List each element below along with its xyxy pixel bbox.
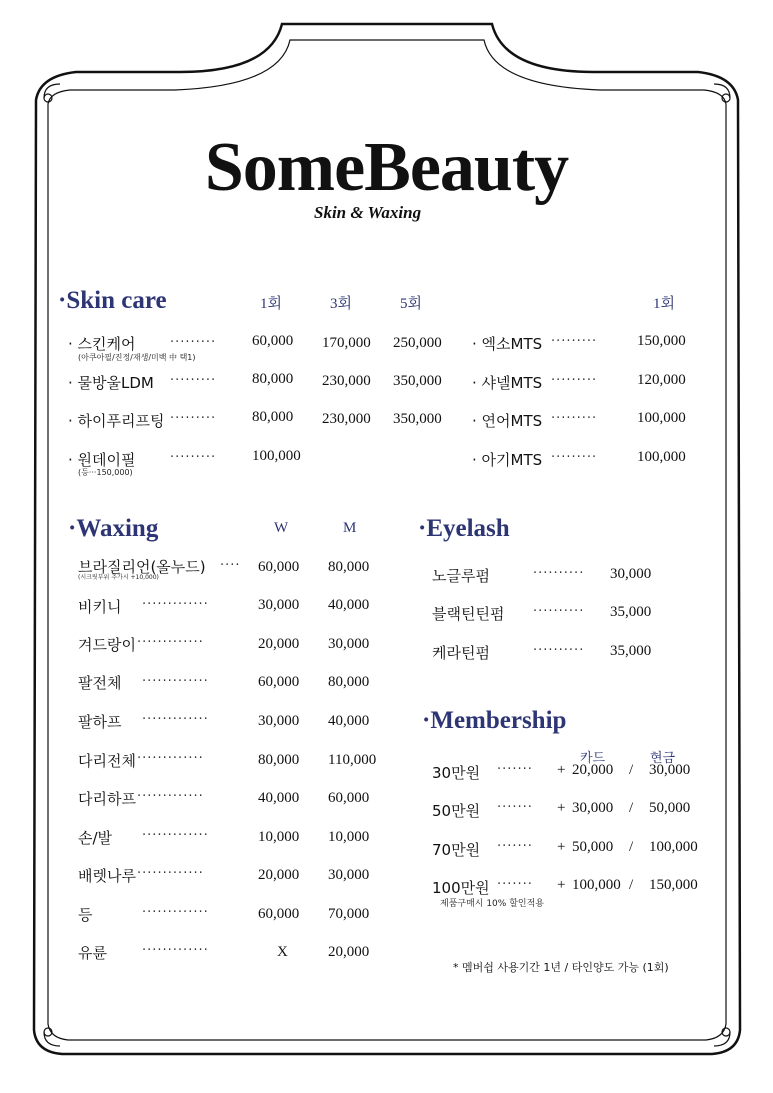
slash: /	[629, 762, 634, 778]
plus-sign: +	[557, 762, 566, 778]
price-m: 30,000	[328, 636, 370, 652]
price-w: 40,000	[258, 790, 300, 806]
price-m: 10,000	[328, 829, 370, 845]
waxing-col-m: M	[343, 520, 357, 536]
item-note: (아쿠아필/진정/재생/미백 中 택1)	[78, 353, 196, 362]
price-w: 20,000	[258, 867, 300, 883]
item-name: · 엑소MTS	[472, 335, 543, 353]
item-name: 배렛나루	[78, 867, 136, 885]
item-name: 겨드랑이	[78, 636, 136, 654]
leader-dots: ·········	[551, 411, 598, 426]
price-1: 60,000	[252, 333, 294, 349]
item-name: · 하이푸리프팅	[68, 412, 165, 430]
leader-dots: ·············	[142, 712, 209, 727]
leader-dots: ·············	[142, 674, 209, 689]
price-5: 350,000	[393, 411, 442, 427]
leader-dots: ·······	[497, 800, 533, 815]
leader-dots: ·············	[142, 828, 209, 843]
slash: /	[629, 800, 634, 816]
price-m: 60,000	[328, 790, 370, 806]
item-note: (시크릿부위 추가시 +10,000)	[78, 574, 159, 581]
membership-col-card: 카드	[580, 751, 606, 766]
price-m: 80,000	[328, 674, 370, 690]
item-name: 블랙틴틴펌	[432, 605, 505, 623]
plus-sign: +	[557, 800, 566, 816]
waxing-col-w: W	[274, 520, 289, 536]
leader-dots: ·········	[170, 373, 217, 388]
item-name: 70만원	[432, 841, 481, 859]
leader-dots: ·········	[551, 450, 598, 465]
price: 120,000	[637, 372, 686, 388]
price: 35,000	[610, 643, 652, 659]
membership-title: Membership	[430, 707, 567, 734]
slash: /	[629, 839, 634, 855]
bullet: ·	[418, 515, 427, 542]
leader-dots: ··········	[533, 643, 585, 658]
item-name: 다리하프	[78, 790, 136, 808]
price-cash: 30,000	[649, 762, 691, 778]
item-name: · 원데이필	[68, 451, 136, 469]
leader-dots: ·········	[551, 373, 598, 388]
price-3: 230,000	[322, 411, 371, 427]
membership-footnote: * 멤버쉽 사용기간 1년 / 타인양도 가능 (1회)	[453, 961, 669, 974]
leader-dots: ·············	[137, 789, 204, 804]
price-1: 100,000	[252, 448, 301, 464]
leader-dots: ·············	[137, 635, 204, 650]
price-w: 30,000	[258, 713, 300, 729]
price-w: 80,000	[258, 752, 300, 768]
leader-dots: ·······	[497, 762, 533, 777]
price-cash: 100,000	[649, 839, 698, 855]
price-card: 30,000	[572, 800, 614, 816]
price-m: 80,000	[328, 559, 370, 575]
price: 150,000	[637, 333, 686, 349]
price-m: 40,000	[328, 597, 370, 613]
price-card: 50,000	[572, 839, 614, 855]
skincare-col-right: 1회	[653, 296, 675, 312]
bullet: ·	[68, 515, 77, 542]
item-name: 브라질리언(올누드)	[78, 558, 206, 576]
price-m: 30,000	[328, 867, 370, 883]
item-name: 케라틴펌	[432, 644, 490, 662]
price-1: 80,000	[252, 371, 294, 387]
price: 100,000	[637, 449, 686, 465]
skincare-col-1: 1회	[260, 296, 282, 312]
price-3: 170,000	[322, 335, 371, 351]
price-w: 10,000	[258, 829, 300, 845]
price-w: X	[277, 944, 288, 960]
membership-col-cash: 현금	[650, 751, 676, 766]
leader-dots: ·········	[170, 335, 217, 350]
leader-dots: ·········	[551, 334, 598, 349]
price-m: 20,000	[328, 944, 370, 960]
leader-dots: ·············	[137, 751, 204, 766]
price-card: 100,000	[572, 877, 621, 893]
leader-dots: ·············	[142, 597, 209, 612]
item-name: · 스킨케어	[68, 335, 136, 353]
brand-title: SomeBeauty	[204, 129, 569, 206]
item-name: 30만원	[432, 764, 481, 782]
leader-dots: ·········	[170, 450, 217, 465]
price-cash: 150,000	[649, 877, 698, 893]
leader-dots: ·······	[497, 839, 533, 854]
price-5: 250,000	[393, 335, 442, 351]
item-name: 100만원	[432, 879, 490, 897]
bullet: ·	[422, 707, 431, 734]
bullet: ·	[58, 287, 67, 314]
item-name: · 샤넬MTS	[472, 374, 543, 392]
waxing-heading	[68, 515, 158, 543]
price-m: 40,000	[328, 713, 370, 729]
item-name: 손/발	[78, 829, 113, 847]
item-name: 다리전체	[78, 752, 136, 770]
price: 35,000	[610, 604, 652, 620]
waxing-title: Waxing	[76, 515, 159, 542]
price-w: 60,000	[258, 906, 300, 922]
leader-dots: ··········	[533, 604, 585, 619]
leader-dots: ····	[220, 558, 241, 573]
price-3: 230,000	[322, 373, 371, 389]
price: 30,000	[610, 566, 652, 582]
leader-dots: ·········	[170, 411, 217, 426]
membership-heading	[422, 707, 566, 735]
eyelash-heading	[418, 515, 510, 543]
price-w: 20,000	[258, 636, 300, 652]
price: 100,000	[637, 410, 686, 426]
membership-note: 제품구매시 10% 할인적용	[440, 899, 544, 909]
price-w: 60,000	[258, 559, 300, 575]
item-name: 비키니	[78, 598, 122, 616]
plus-sign: +	[557, 839, 566, 855]
item-name: 팔전체	[78, 674, 122, 692]
item-name: · 아기MTS	[472, 451, 543, 469]
price-w: 30,000	[258, 597, 300, 613]
leader-dots: ·············	[142, 905, 209, 920]
skincare-col-3: 3회	[330, 296, 352, 312]
item-name: 팔하프	[78, 713, 122, 731]
item-name: 유륜	[78, 944, 107, 962]
item-name: 노글루펌	[432, 567, 490, 585]
price-card: 20,000	[572, 762, 614, 778]
brand-subtitle: Skin & Waxing	[314, 203, 422, 222]
plus-sign: +	[557, 877, 566, 893]
price-1: 80,000	[252, 409, 294, 425]
skincare-heading	[58, 287, 167, 315]
price-w: 60,000	[258, 674, 300, 690]
item-note: (등···150,000)	[78, 468, 133, 477]
leader-dots: ·············	[137, 866, 204, 881]
price-cash: 50,000	[649, 800, 691, 816]
price-5: 350,000	[393, 373, 442, 389]
item-name: 50만원	[432, 802, 481, 820]
item-name: 등	[78, 906, 93, 924]
item-name: · 물방울LDM	[68, 374, 154, 392]
price-m: 70,000	[328, 906, 370, 922]
slash: /	[629, 877, 634, 893]
leader-dots: ··········	[533, 566, 585, 581]
skincare-title: Skin care	[66, 287, 167, 314]
price-m: 110,000	[328, 752, 377, 768]
item-name: · 연어MTS	[472, 412, 543, 430]
eyelash-title: Eyelash	[426, 515, 510, 542]
skincare-col-5: 5회	[400, 296, 422, 312]
leader-dots: ·······	[497, 877, 533, 892]
leader-dots: ·············	[142, 943, 209, 958]
